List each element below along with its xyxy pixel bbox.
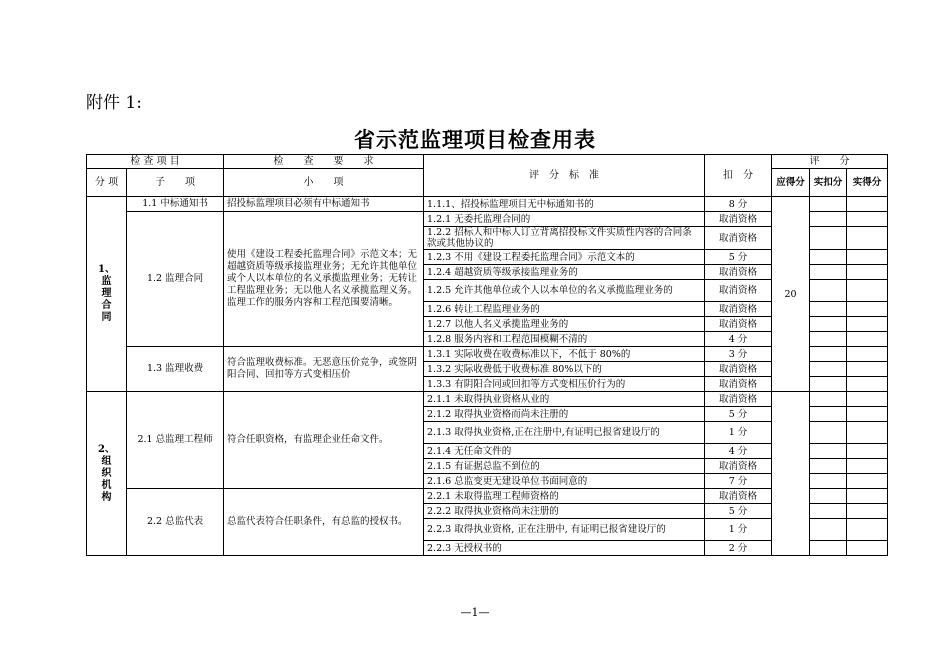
criteria-text: 2.2.3 无授权书的 — [424, 541, 705, 556]
actual-deduct-cell[interactable] — [810, 362, 847, 377]
table-row — [87, 489, 888, 504]
deduct-value: 8 分 — [705, 197, 772, 212]
header-check-requirement: 检 查 要 求 — [224, 155, 424, 169]
criteria-text: 2.2.1 未取得监理工程师资格的 — [424, 489, 705, 504]
actual-score-cell[interactable] — [847, 332, 888, 347]
deduct-value: 取消资格 — [705, 302, 772, 317]
should-score-cell: 20 — [772, 197, 810, 392]
deduct-value: 取消资格 — [705, 459, 772, 474]
actual-score-cell[interactable] — [847, 422, 888, 444]
actual-score-cell[interactable] — [847, 250, 888, 265]
criteria-text: 2.1.5 有证据总监不到位的 — [424, 459, 705, 474]
actual-deduct-cell[interactable] — [810, 332, 847, 347]
actual-score-cell[interactable] — [847, 280, 888, 302]
criteria-text: 1.3.2 实际收费低于收费标准 80%以下的 — [424, 362, 705, 377]
should-score-cell — [772, 392, 810, 556]
subitem-requirement: 符合任职资格，有监理企业任命文件。 — [224, 392, 424, 489]
header-should-score: 应得分 — [772, 169, 810, 197]
subitem-requirement: 招投标监理项目必须有中标通知书 — [224, 197, 424, 212]
criteria-text: 1.2.3 不用《建设工程委托监理合同》示范文本的 — [424, 250, 705, 265]
deduct-value: 1 分 — [705, 422, 772, 444]
actual-deduct-cell[interactable] — [810, 280, 847, 302]
criteria-text: 1.2.4 超越资质等级承接监理业务的 — [424, 265, 705, 280]
actual-score-cell[interactable] — [847, 212, 888, 227]
deduct-value: 取消资格 — [705, 362, 772, 377]
actual-deduct-cell[interactable] — [810, 459, 847, 474]
actual-deduct-cell[interactable] — [810, 541, 847, 556]
category-char: 组 — [101, 455, 112, 467]
header-child-item: 子 项 — [127, 169, 224, 197]
deduct-value: 取消资格 — [705, 489, 772, 504]
category-char: 理 — [101, 288, 112, 299]
header-check-item: 检 查 项 目 — [87, 155, 224, 169]
actual-score-cell[interactable] — [847, 377, 888, 392]
category-number: 1、 — [98, 264, 115, 275]
actual-deduct-cell[interactable] — [810, 444, 847, 459]
actual-deduct-cell[interactable] — [810, 347, 847, 362]
actual-deduct-cell[interactable] — [810, 197, 847, 212]
document-title: 省示范监理项目检查用表 — [354, 128, 596, 152]
actual-score-cell[interactable] — [847, 227, 888, 250]
criteria-text: 1.2.7 以他人名义承揽监理业务的 — [424, 317, 705, 332]
actual-deduct-cell[interactable] — [810, 317, 847, 332]
category-char: 合 — [101, 300, 112, 311]
deduct-value: 取消资格 — [705, 227, 772, 250]
criteria-text: 1.3.1 实际收费在收费标准以下，不低于 80%的 — [424, 347, 705, 362]
attachment-label: 附件 1: — [86, 93, 142, 113]
actual-score-cell[interactable] — [847, 392, 888, 407]
category-number: 2、 — [98, 443, 115, 455]
subitem-name: 1.1 中标通知书 — [127, 197, 224, 212]
header-actual-deduct: 实扣分 — [810, 169, 847, 197]
category-char: 织 — [101, 467, 112, 479]
criteria-text: 2.2.3 取得执业资格, 正在注册中, 有证明已报省建设厅的 — [424, 519, 705, 541]
actual-deduct-cell[interactable] — [810, 504, 847, 519]
criteria-text: 1.2.6 转让工程监理业务的 — [424, 302, 705, 317]
actual-deduct-cell[interactable] — [810, 377, 847, 392]
subitem-requirement: 使用《建设工程委托监理合同》示范文本；无超越资质等级承接监理业务；无允许其他单位或个人以本单位的名义承揽监理业务；无转让工程监理业务；无以他人名义承揽监理义务。监理工作的服务内容和工程范围要清晰。 — [224, 212, 424, 347]
actual-deduct-cell[interactable] — [810, 392, 847, 407]
subitem-name: 1.3 监理收费 — [127, 347, 224, 392]
criteria-text: 1.2.8 服务内容和工程范围模糊不清的 — [424, 332, 705, 347]
criteria-text: 2.1.1 未取得执业资格从业的 — [424, 392, 705, 407]
header-deduct: 扣 分 — [705, 155, 772, 197]
deduct-value: 取消资格 — [705, 317, 772, 332]
actual-score-cell[interactable] — [847, 407, 888, 422]
header-sub-item: 分 项 — [87, 169, 127, 197]
deduct-value: 取消资格 — [705, 377, 772, 392]
actual-score-cell[interactable] — [847, 265, 888, 280]
actual-score-cell[interactable] — [847, 504, 888, 519]
subitem-name: 1.2 监理合同 — [127, 212, 224, 347]
deduct-value: 2 分 — [705, 541, 772, 556]
deduct-value: 5 分 — [705, 250, 772, 265]
inspection-table — [86, 154, 888, 556]
actual-score-cell[interactable] — [847, 519, 888, 541]
criteria-text: 2.1.2 取得执业资格而尚未注册的 — [424, 407, 705, 422]
criteria-text: 1.2.1 无委托监理合同的 — [424, 212, 705, 227]
table-row — [87, 392, 888, 407]
actual-deduct-cell[interactable] — [810, 519, 847, 541]
category-cell — [87, 197, 127, 392]
deduct-value: 取消资格 — [705, 212, 772, 227]
header-small-item: 小 项 — [224, 169, 424, 197]
table-row — [87, 212, 888, 227]
category-char: 构 — [101, 491, 112, 503]
header-criteria: 评 分 标 准 — [424, 155, 705, 197]
deduct-value: 5 分 — [705, 407, 772, 422]
actual-deduct-cell[interactable] — [810, 407, 847, 422]
subitem-name: 2.1 总监理工程师 — [127, 392, 224, 489]
category-char: 机 — [101, 479, 112, 491]
header-actual-score: 实得分 — [847, 169, 888, 197]
actual-score-cell[interactable] — [847, 541, 888, 556]
criteria-text: 1.3.3 有阴阳合同或回扣等方式变相压价行为的 — [424, 377, 705, 392]
deduct-value: 3 分 — [705, 347, 772, 362]
actual-score-cell[interactable] — [847, 347, 888, 362]
criteria-text: 2.1.3 取得执业资格,正在注册中,有证明已报省建设厅的 — [424, 422, 705, 444]
deduct-value: 取消资格 — [705, 265, 772, 280]
actual-deduct-cell[interactable] — [810, 250, 847, 265]
page-number: —1— — [460, 606, 490, 619]
actual-deduct-cell[interactable] — [810, 265, 847, 280]
actual-deduct-cell[interactable] — [810, 212, 847, 227]
subitem-requirement: 符合监理收费标准。无恶意压价竞争，或签阴阳合同、回扣等方式变相压价 — [224, 347, 424, 392]
actual-score-cell[interactable] — [847, 474, 888, 489]
deduct-value: 4 分 — [705, 444, 772, 459]
category-char: 同 — [101, 312, 112, 323]
category-char: 监 — [101, 276, 112, 287]
table-row — [87, 347, 888, 362]
actual-score-cell[interactable] — [847, 197, 888, 212]
deduct-value: 取消资格 — [705, 392, 772, 407]
header-row-1 — [87, 155, 888, 169]
actual-deduct-cell[interactable] — [810, 422, 847, 444]
actual-deduct-cell[interactable] — [810, 489, 847, 504]
actual-deduct-cell[interactable] — [810, 474, 847, 489]
deduct-value: 5 分 — [705, 504, 772, 519]
actual-score-cell[interactable] — [847, 489, 888, 504]
category-cell — [87, 392, 127, 556]
criteria-text: 2.1.6 总监变更无建设单位书面同意的 — [424, 474, 705, 489]
deduct-value: 取消资格 — [705, 280, 772, 302]
actual-score-cell[interactable] — [847, 459, 888, 474]
subitem-requirement: 总监代表符合任职条件，有总监的授权书。 — [224, 489, 424, 556]
table-row — [87, 197, 888, 212]
criteria-text: 2.2.2 取得执业资格尚未注册的 — [424, 504, 705, 519]
actual-score-cell[interactable] — [847, 444, 888, 459]
actual-deduct-cell[interactable] — [810, 227, 847, 250]
actual-score-cell[interactable] — [847, 362, 888, 377]
subitem-name: 2.2 总监代表 — [127, 489, 224, 556]
header-score: 评 分 — [772, 155, 888, 169]
actual-score-cell[interactable] — [847, 302, 888, 317]
actual-score-cell[interactable] — [847, 317, 888, 332]
criteria-text: 1.1.1、招投标监理项目无中标通知书的 — [424, 197, 705, 212]
deduct-value: 1 分 — [705, 519, 772, 541]
deduct-value: 4 分 — [705, 332, 772, 347]
actual-deduct-cell[interactable] — [810, 302, 847, 317]
criteria-text: 1.2.5 允许其他单位或个人以本单位的名义承揽监理业务的 — [424, 280, 705, 302]
criteria-text: 1.2.2 招标人和中标人订立背离招投标文件实质性内容的合同条款或其他协议的 — [424, 227, 705, 250]
criteria-text: 2.1.4 无任命文件的 — [424, 444, 705, 459]
deduct-value: 7 分 — [705, 474, 772, 489]
